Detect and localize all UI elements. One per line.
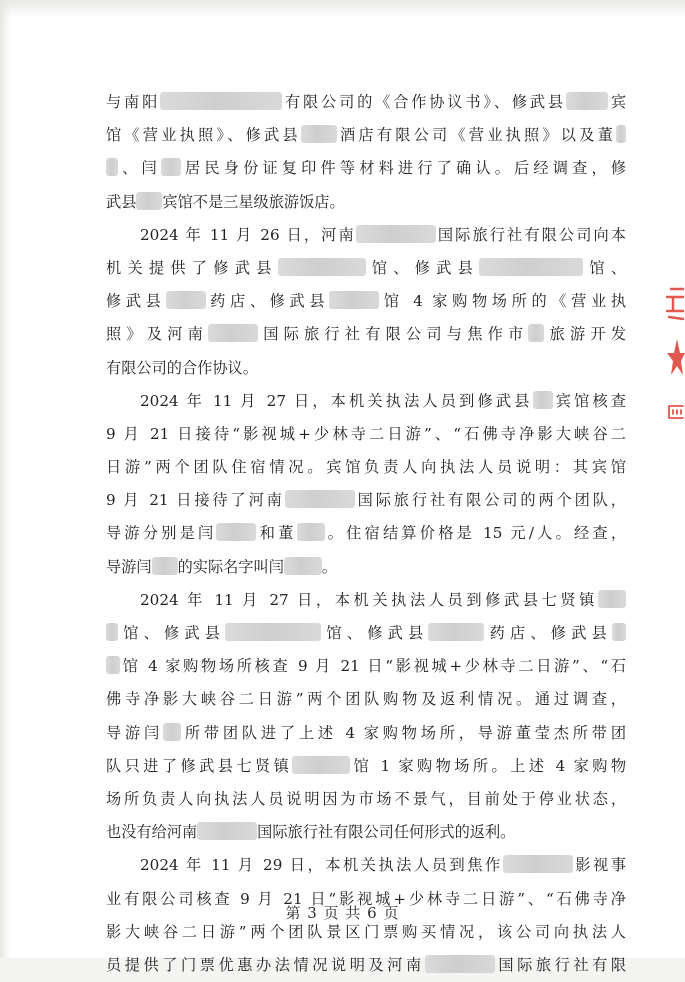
page-footer: 第 3 页 共 6 页 [285,904,400,922]
redaction-block [566,92,608,110]
redaction-block [106,158,118,176]
redaction-block [356,225,436,243]
text-line: 馆 4 家购物场所核查 9 月 21 日“影视城+少林寺二日游”、“石 [106,650,626,683]
redaction-block [616,125,626,143]
redaction-block [612,623,626,641]
redaction-block [161,158,181,176]
seal-star-icon [663,335,685,385]
redaction-block [284,557,322,575]
redaction-block [285,490,355,508]
redaction-block [292,756,350,774]
redaction-block [197,822,257,840]
redaction-block [208,324,258,342]
text-line: 武县 宾馆不是三星级旅游饭店。 [106,192,345,211]
redaction-block [329,291,379,309]
text-line: 、闫 居民身份证复印件等材料进行了确认。后经调查，修 [106,152,626,185]
redaction-block [528,324,544,342]
text-line: 与南阳 有限公司的《合作协议书》、修武县 宾 [106,93,627,111]
text-line: 2024 年 11 月 26 日，河南 国际旅行社有限公司向本 [140,225,626,244]
text-line: 日游”两个团队住宿情况。宾馆负责人向执法人员说明：其宾馆 [106,458,626,477]
redaction-block [503,855,573,873]
text-line: 也没有给河南 国际旅行社有限公司任何形式的返利。 [106,823,516,842]
redaction-block [106,656,120,674]
redaction-block [106,623,118,641]
text-line: 业有限公司核查 9 月 21 日“影视城+少林寺二日游”、“石佛寺净 [106,889,626,908]
page-shadow-top [0,0,685,18]
text-line: 馆、修武县 馆、修武县 药店、修武县 [106,617,626,650]
redaction-block [216,523,256,541]
seal-fragment-icon [663,398,685,428]
text-line: 照》及河南 国际旅行社有限公司与焦作市 旅游开发 [106,325,627,344]
seal-fragment-icon [663,285,685,325]
redaction-block [533,391,553,409]
text-line: 修武县 药店、修武县 馆 4 家购物场所的《营业执 [106,292,627,311]
text-line: 2024 年 11 月 27 日，本机关执法人员到修武县七贤镇 [106,584,626,617]
text-line: 9 月 21 日接待“影视城+少林寺二日游”、“石佛寺净影大峡谷二 [106,424,626,443]
redaction-block [166,291,206,309]
text-line: 9 月 21 日接待了河南 国际旅行社有限公司的两个团队， [106,491,626,510]
text-line: 2024 年 11 月 27 日，本机关执法人员到修武县 宾馆核查 [140,391,626,410]
text-line: 场所负责人向执法人员说明因为市场不景气，目前处于停业状态， [106,789,626,808]
text-line: 导游闫 所带团队进了上述 4 家购物场所，导游董莹杰所带团 [106,723,627,742]
text-line: 有限公司的合作协议。 [106,358,258,377]
document-body [106,86,626,982]
redaction-block [163,723,181,741]
redaction-block [428,623,484,641]
redaction-block [297,523,325,541]
text-line: 队只进了修武县七贤镇 馆 1 家购物场所。上述 4 家购物 [106,756,627,775]
text-line: 馆《营业执照》、修武县 酒店有限公司《营业执照》以及董 [106,119,626,152]
text-line: 佛寺净影大峡谷二日游”两个团队购物及返利情况。通过调查， [106,690,626,709]
text-line: 影大峡谷二日游”两个团队景区门票购买情况，该公司向执法人 [106,922,626,941]
redaction-block [225,623,321,641]
redaction-block [136,192,162,210]
text-line: 导游分别是闫 和董 。住宿结算价格是 15 元/人。经查， [106,524,627,543]
redaction-block [301,125,337,143]
redaction-block [479,258,583,276]
redaction-block [160,92,282,110]
text-line: 2024 年 11 月 29 日，本机关执法人员到焦作 影视事 [140,856,626,875]
redaction-block [278,258,366,276]
text-line: 导游闫 的实际名字叫闫 。 [106,557,338,576]
redaction-block [152,557,178,575]
page-shadow-left [0,0,10,958]
text-line: 机关提供了修武县 馆、修武县 馆、 [106,258,627,277]
text-line: 员提供了门票优惠办法情况说明及河南 国际旅行社有限 [106,955,626,974]
redaction-block [598,590,626,608]
